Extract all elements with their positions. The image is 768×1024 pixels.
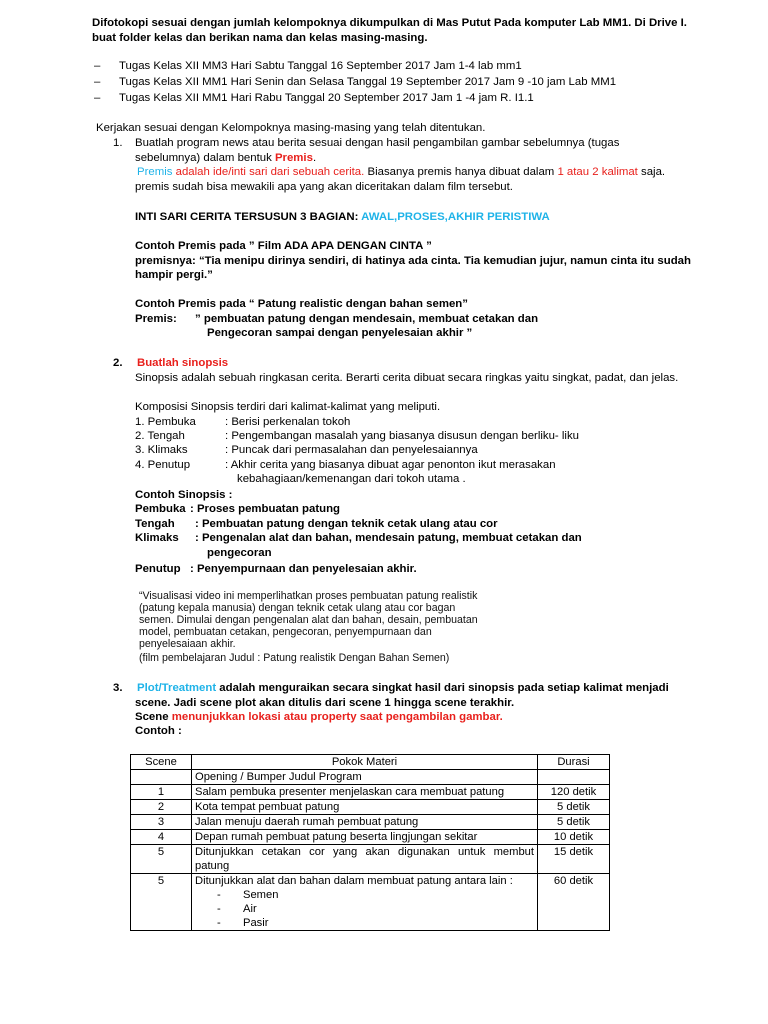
pokok-text: Ditunjukkan alat dan bahan dalam membuat patung antara lain :	[195, 875, 513, 887]
cell-scene: 5	[131, 845, 192, 874]
header-durasi: Durasi	[538, 755, 610, 770]
plot-treatment-title: Plot/Treatment	[137, 682, 217, 694]
intro-line-2: buat folder kelas dan berikan nama dan kelas masing-masing.	[92, 32, 428, 44]
cell-scene: 1	[131, 785, 192, 800]
cell-scene	[131, 770, 192, 785]
quote-line: “Visualisasi video ini memperlihatkan proses pembuatan patung realistik	[139, 590, 478, 602]
klimaks-continuation: pengecoran	[207, 547, 272, 559]
cell-durasi: 5 detik	[538, 800, 610, 815]
section-3-line-3	[135, 710, 503, 724]
table-row	[131, 770, 610, 785]
section-1-line-3	[137, 165, 665, 179]
contoh-premis-2-title: Contoh Premis pada “ Patung realistic dengan bahan semen”	[135, 298, 468, 310]
section-1-line-2	[135, 151, 316, 165]
bullet: -	[217, 917, 221, 929]
cell-pokok: Depan rumah pembuat patung beserta lingjungan sekitar	[192, 830, 538, 845]
table-row	[131, 874, 610, 931]
part-desc: : Berisi perkenalan tokoh	[225, 416, 351, 428]
premis-definition: adalah ide/inti sari dari sebuah cerita.	[172, 166, 365, 178]
cell-scene: 5	[131, 874, 192, 931]
material-item	[195, 916, 534, 930]
table-row	[131, 830, 610, 845]
section-1-number: 1.	[113, 137, 123, 149]
cell-durasi: 10 detik	[538, 830, 610, 845]
text: sebelumnya) dalam bentuk	[135, 152, 275, 164]
table-row	[131, 845, 610, 874]
quote-line: semen. Dimulai dengan pengenalan alat dan bahan, desain, pembuatan	[139, 614, 478, 626]
contoh-premis-2-line-1: ” pembuatan patung dengan mendesain, membuat cetakan dan	[195, 313, 539, 325]
contoh-desc: : Pengenalan alat dan bahan, mendesain patung, membuat cetakan dan	[195, 532, 582, 544]
material-name: Air	[243, 903, 257, 915]
text: adalah menguraikan secara singkat hasil dari sinopsis pada setiap kalimat menjadi	[216, 682, 669, 694]
cell-pokok: Salam pembuka presenter menjelaskan cara membuat patung	[192, 785, 538, 800]
task-item: Tugas Kelas XII MM3 Hari Sabtu Tanggal 16 September 2017 Jam 1-4 lab mm1	[119, 60, 522, 72]
material-name: Pasir	[243, 917, 269, 929]
part-label: 3. Klimaks	[135, 444, 188, 456]
contoh-premis-2-label: Premis:	[135, 313, 177, 325]
cell-pokok: Jalan menuju daerah rumah pembuat patung	[192, 815, 538, 830]
material-name: Semen	[243, 889, 279, 901]
contoh-label: Contoh :	[135, 725, 182, 737]
inti-sari-label: INTI SARI CERITA TERSUSUN 3 BAGIAN:	[135, 211, 362, 223]
section-1-line-4: premis sudah bisa mewakili apa yang akan diceritakan dalam film tersebut.	[135, 181, 513, 193]
contoh-label: Tengah	[135, 518, 175, 530]
instruction: Kerjakan sesuai dengan Kelompoknya masing-masing yang telah ditentukan.	[96, 122, 486, 134]
section-1-line-1: Buatlah program news atau berita sesuai dengan hasil pengambilan gambar sebelumnya (tugas	[135, 137, 620, 149]
contoh-label: Klimaks	[135, 532, 179, 544]
part-desc: : Pengembangan masalah yang biasanya disusun dengan berliku- liku	[225, 430, 579, 442]
scene-definition: menunjukkan lokasi atau property saat pengambilan gambar.	[171, 711, 503, 723]
cell-durasi: 15 detik	[538, 845, 610, 874]
material-item	[195, 888, 534, 902]
section-2-number: 2.	[113, 357, 123, 369]
cell-scene: 4	[131, 830, 192, 845]
table-row	[131, 800, 610, 815]
section-2-title: Buatlah sinopsis	[137, 357, 229, 369]
part-label: 1. Pembuka	[135, 416, 196, 428]
text: saja.	[637, 166, 666, 178]
quote-line: penyelesaiaan akhir.	[139, 638, 236, 650]
text: .	[312, 152, 317, 164]
scene-table	[130, 754, 610, 931]
premis-highlight: Premis	[274, 152, 313, 164]
sinopsis-definition: Sinopsis adalah sebuah ringkasan cerita. Berarti cerita dibuat secara ringkas yaitu singkat, padat, dan jelas.	[135, 372, 679, 384]
contoh-premis-1-title: Contoh Premis pada ” Film ADA APA DENGAN CINTA ”	[135, 240, 432, 252]
text: Biasanya premis hanya dibuat dalam	[364, 166, 558, 178]
inti-sari-heading	[135, 210, 550, 224]
cell-pokok: Opening / Bumper Judul Program	[192, 770, 538, 785]
cell-durasi: 5 detik	[538, 815, 610, 830]
contoh-premis-1-line-2: hampir pergi.”	[135, 269, 213, 281]
bullet: -	[217, 889, 221, 901]
cell-durasi: 60 detik	[538, 874, 610, 931]
part-label: 4. Penutup	[135, 459, 191, 471]
cell-durasi	[538, 770, 610, 785]
header-scene: Scene	[131, 755, 192, 770]
table-header-row	[131, 755, 610, 770]
komposisi-sinopsis: Komposisi Sinopsis terdiri dari kalimat-kalimat yang meliputi.	[135, 401, 441, 413]
section-3-number: 3.	[113, 682, 123, 694]
cell-pokok: Ditunjukkan cetakan cor yang akan digunakan untuk membut patung	[192, 845, 538, 874]
part-4-continuation: kebahagiaan/kemenangan dari tokoh utama .	[237, 473, 466, 485]
section-3-line-1	[137, 681, 669, 695]
cell-scene: 2	[131, 800, 192, 815]
contoh-sinopsis-title: Contoh Sinopsis :	[135, 489, 233, 501]
material-item	[195, 902, 534, 916]
task-dash: –	[94, 60, 101, 72]
quote-source: (film pembelajaran Judul : Patung realistik Dengan Bahan Semen)	[139, 652, 450, 664]
task-item: Tugas Kelas XII MM1 Hari Senin dan Selasa Tanggal 19 September 2017 Jam 9 -10 jam Lab MM1	[119, 76, 617, 88]
inti-sari-value: AWAL,PROSES,AKHIR PERISTIWA	[361, 211, 550, 223]
text: Scene	[135, 711, 172, 723]
contoh-label: Pembuka	[135, 503, 186, 515]
intro-line-1: Difotokopi sesuai dengan jumlah kelompoknya dikumpulkan di Mas Putut Pada komputer Lab MM1. Di Drive I.	[92, 17, 687, 29]
contoh-desc: : Penyempurnaan dan penyelesaian akhir.	[190, 563, 417, 575]
header-pokok-materi: Pokok Materi	[192, 755, 538, 770]
task-item: Tugas Kelas XII MM1 Hari Rabu Tanggal 20 September 2017 Jam 1 -4 jam R. I1.1	[119, 92, 534, 104]
section-3-line-2: scene. Jadi scene plot akan ditulis dari scene 1 hingga scene terakhir.	[135, 697, 515, 709]
table-row	[131, 785, 610, 800]
premis-word: Premis	[137, 166, 173, 178]
sentence-count: 1 atau 2 kalimat	[557, 166, 638, 178]
task-dash: –	[94, 92, 101, 104]
contoh-premis-2-line-2: Pengecoran sampai dengan penyelesaian akhir ”	[207, 327, 473, 339]
cell-pokok: Kota tempat pembuat patung	[192, 800, 538, 815]
cell-pokok	[192, 874, 538, 931]
part-desc: : Akhir cerita yang biasanya dibuat agar penonton ikut merasakan	[225, 459, 556, 471]
quote-line: (patung kepala manusia) dengan teknik cetak ulang atau cor bagan	[139, 602, 456, 614]
bullet: -	[217, 903, 221, 915]
table-row	[131, 815, 610, 830]
quote-line: model, pembuatan cetakan, pengecoran, penyempurnaan dan	[139, 626, 432, 638]
cell-durasi: 120 detik	[538, 785, 610, 800]
part-desc: : Puncak dari permasalahan dan penyelesaiannya	[225, 444, 478, 456]
contoh-label: Penutup	[135, 563, 181, 575]
cell-scene: 3	[131, 815, 192, 830]
contoh-premis-1-line-1: premisnya: “Tia menipu dirinya sendiri, di hatinya ada cinta. Tia kemudian jujur, namun cinta itu sudah	[135, 255, 691, 267]
contoh-desc: : Pembuatan patung dengan teknik cetak ulang atau cor	[195, 518, 498, 530]
task-dash: –	[94, 76, 101, 88]
part-label: 2. Tengah	[135, 430, 185, 442]
contoh-desc: : Proses pembuatan patung	[190, 503, 340, 515]
